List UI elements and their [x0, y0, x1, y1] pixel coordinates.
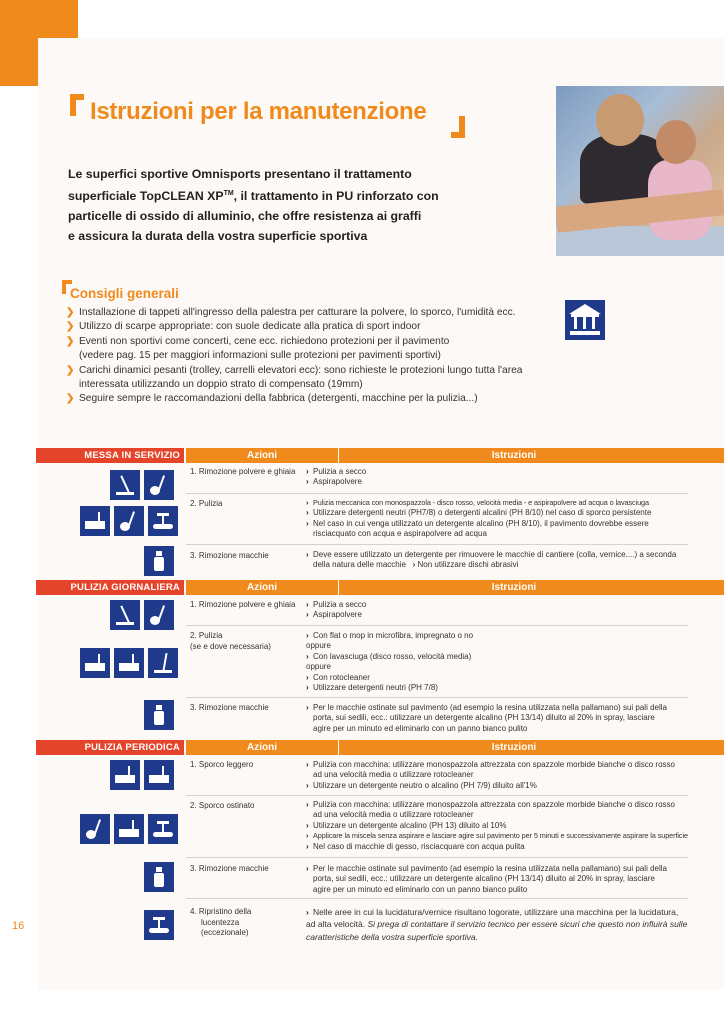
instruction-text: Con flat o mop in microfibra, impregnato o no	[313, 631, 474, 640]
instruction-text: ad una velocità media o utilizzare rotocleaner	[313, 770, 474, 780]
tip-text: Utilizzo di scarpe appropriate: con suole dedicate alla pratica di sport indoor	[79, 321, 421, 333]
arrow-icon: ›	[306, 820, 309, 830]
instruction-text: Nel caso in cui venga utilizzato un detergente alcalino (PH 8/10), il pavimento dovrebbe essere	[313, 518, 649, 528]
instruction-text: ad alta velocità.	[306, 919, 366, 930]
instruction-block	[306, 906, 716, 943]
page-title: Istruzioni per la manutenzione	[90, 98, 427, 125]
row-divider	[186, 625, 688, 626]
row-divider	[186, 697, 688, 698]
arrow-icon: ›	[306, 831, 309, 841]
section-label: PULIZIA PERIODICA	[36, 740, 184, 755]
list-item	[306, 831, 716, 841]
action-text	[190, 631, 306, 652]
arrow-icon: ›	[306, 508, 309, 518]
spray-bottle-icon	[144, 700, 174, 730]
floor-shape	[570, 331, 600, 335]
instruction-block	[306, 631, 716, 693]
instruction-text: ad una velocità media o utilizzare rotocleaner	[313, 810, 474, 820]
list-item	[306, 683, 716, 693]
instruction-text: Con lavasciuga (disco rosso, velocità media)	[313, 651, 472, 661]
scrubber-machine-icon	[144, 760, 174, 790]
arrow-icon: ›	[306, 864, 309, 873]
list-item	[306, 600, 716, 610]
arrow-icon: ›	[306, 610, 309, 620]
instruction-text: Aspirapolvere	[313, 610, 362, 620]
arrow-icon: ›	[306, 467, 309, 476]
list-item	[306, 781, 716, 791]
instruction-block	[306, 600, 716, 621]
arrow-icon: ❯	[66, 335, 75, 347]
arrow-icon: ›	[306, 672, 309, 682]
trademark: TM	[223, 190, 234, 197]
instruction-text: agire per un minuto ed eliminarlo con un panno bianco pulito	[313, 884, 528, 894]
general-advice-title: Consigli generali	[70, 286, 179, 301]
vacuum-icon	[144, 470, 174, 500]
oppure-text: oppure	[306, 641, 331, 651]
instruction-text: Per le macchie ostinate sul pavimento (ad esempio la resina utilizzata nella pallamano) sui pali della	[313, 703, 667, 712]
list-item	[306, 906, 716, 918]
header-divider	[338, 740, 339, 755]
arrow-icon: ›	[306, 498, 309, 507]
instruction-text: porta, sui sedili, ecc.: utilizzare un detergente alcalino (PH 13/14) diluito al 20% in spray, lasciare	[313, 874, 655, 884]
mop-icon	[148, 648, 178, 678]
intro-line	[68, 184, 468, 206]
list-item	[306, 477, 716, 487]
arrow-icon: ›	[306, 800, 309, 809]
arrow-icon: ›	[306, 631, 309, 640]
instruction-text: Deve essere utilizzato un detergente per rimuovere le macchie di cantiere (colla, vernice....) a seconda	[313, 550, 677, 559]
vacuum-icon	[114, 506, 144, 536]
oppure-text: oppure	[306, 662, 331, 672]
roof-shape	[569, 304, 601, 314]
corner-decoration-vertical	[0, 0, 38, 86]
tip-text: interessata utilizzando un doppio strato di compensato (19mm)	[79, 379, 363, 391]
row-divider	[186, 898, 688, 899]
column-header-azioni: Azioni	[186, 448, 338, 463]
list-item	[306, 673, 716, 683]
list-item	[306, 610, 716, 620]
instruction-text: Pulizia con macchina: utilizzare monospazzola attrezzata con spazzole morbide bianche o disco rosso	[313, 800, 675, 809]
arrow-icon: ❯	[66, 321, 75, 333]
instruction-block	[306, 467, 716, 488]
vacuum-icon	[80, 814, 110, 844]
instruction-block	[306, 864, 716, 895]
list-item	[66, 364, 556, 393]
scrubber-machine-icon	[80, 506, 110, 536]
photo-girl-head	[656, 120, 696, 164]
instruction-block	[306, 800, 716, 852]
instruction-text: Applicare la miscela senza aspirare e lasciare agire sul pavimento per 5 minuti e successivamente aspirare la superficie	[313, 831, 688, 841]
scrubber-machine-icon	[110, 760, 140, 790]
list-item	[306, 821, 716, 831]
tip-text: Installazione di tappeti all'ingresso della palestra per catturare la polvere, lo sporco, l'umidità ecc.	[79, 307, 516, 318]
scrubber-machine-icon	[114, 648, 144, 678]
general-tips-list	[66, 306, 556, 407]
row-divider	[186, 857, 688, 858]
instruction-text-italic: Si prega di contattare il servizio tecnico per essere sicuri che questo non influirà sulle	[365, 919, 688, 930]
header-divider	[338, 448, 339, 463]
list-item	[306, 498, 716, 508]
arrow-icon: ›	[306, 651, 309, 661]
row-divider	[186, 544, 688, 545]
intro-line: Le superfici sportive Omnisports presentano il trattamento	[68, 167, 412, 181]
list-item	[306, 864, 716, 895]
action-text: 3. Rimozione macchie	[190, 551, 269, 560]
instruction-block	[306, 703, 716, 734]
action-text	[190, 907, 306, 939]
instruction-text: risciacquato con acqua e aspirapolvere ad acqua	[313, 529, 487, 539]
list-item	[306, 631, 716, 641]
action-line: 2. Pulizia	[190, 631, 223, 640]
arrow-icon: ›	[306, 550, 309, 559]
instruction-text: Non utilizzare dischi abrasivi	[417, 560, 519, 570]
list-item	[306, 760, 716, 781]
instruction-text: Utilizzare detergenti neutri (PH7/8) o detergenti alcalini (PH 8/10) nel caso di sporco persistente	[313, 508, 652, 518]
intro-text: , il trattamento in PU rinforzato con	[233, 189, 439, 204]
section-label: MESSA IN SERVIZIO	[36, 448, 184, 463]
instruction-text: Pulizia a secco	[313, 467, 367, 476]
instruction-text: Per le macchie ostinate sul pavimento (ad esempio la resina utilizzata nella pallamano) sui pali della	[313, 864, 667, 873]
polisher-icon	[144, 910, 174, 940]
title-bracket-left	[70, 94, 84, 116]
list-item	[306, 508, 716, 518]
list-item	[306, 800, 716, 821]
instruction-text: Nel caso di macchie di gesso, risciacquare con acqua pulita	[313, 841, 525, 851]
tip-text: (vedere pag. 15 per maggiori informazioni sulle protezioni per pavimenti sportivi)	[79, 350, 441, 362]
instruction-block	[306, 550, 716, 571]
instruction-text: Aspirapolvere	[313, 477, 362, 487]
section-label: PULIZIA GIORNALIERA	[36, 580, 184, 595]
column-header-istruzioni: Istruzioni	[304, 580, 724, 595]
action-text: 1. Rimozione polvere e ghiaia	[190, 467, 296, 476]
sports-hall-icon	[565, 300, 605, 340]
action-line: lucentezza	[201, 917, 240, 927]
instruction-text: Pulizia a secco	[313, 600, 367, 609]
arrow-icon: ›	[306, 907, 309, 917]
intro-paragraph	[68, 164, 468, 246]
row-divider	[186, 795, 688, 796]
column-header-istruzioni: Istruzioni	[304, 740, 724, 755]
list-item	[66, 335, 556, 364]
instruction-text: Utilizzare detergenti neutri (PH 7/8)	[313, 683, 438, 693]
arrow-icon: ❯	[66, 364, 75, 376]
action-text: 3. Rimozione macchie	[190, 864, 269, 873]
instruction-text: Nelle aree in cui la lucidatura/vernice risultano logorate, utilizzare una macchina per la lucidatura,	[313, 907, 679, 917]
action-text: 2. Pulizia	[190, 499, 223, 508]
action-line: (se e dove necessaria)	[190, 641, 271, 651]
list-item	[66, 320, 556, 334]
photo-woman-head	[596, 94, 644, 146]
instruction-text: Utilizzare un detergente alcalino (PH 13) diluito al 10%	[313, 820, 507, 830]
arrow-icon: ›	[306, 780, 309, 790]
intro-line: particelle di ossido di alluminio, che offre resistenza ai graffi	[68, 209, 422, 224]
vacuum-icon	[144, 600, 174, 630]
column-shape	[574, 317, 577, 329]
single-disc-machine-icon	[148, 814, 178, 844]
title-bracket-right	[451, 116, 465, 138]
instruction-text: Con rotocleaner	[313, 672, 370, 682]
instruction-text: agire per un minuto ed eliminarlo con un panno bianco pulito	[313, 723, 528, 733]
list-item	[306, 467, 716, 477]
action-text: 2. Sporco ostinato	[190, 801, 255, 810]
list-item	[66, 392, 556, 406]
instruction-block	[306, 498, 716, 540]
scrubber-machine-icon	[80, 648, 110, 678]
column-shape	[592, 317, 595, 329]
spray-bottle-icon	[144, 862, 174, 892]
arrow-icon: ›	[306, 760, 309, 769]
header-divider	[338, 580, 339, 595]
column-header-azioni: Azioni	[186, 740, 338, 755]
tip-text: Eventi non sportivi come concerti, cene ecc. richiedono protezioni per il pavimento	[79, 335, 450, 347]
instruction-text: porta, sui sedili, ecc.: utilizzare un detergente alcalino (PH 13/14) diluito al 20% in spray, lasciare	[313, 713, 655, 723]
list-item	[306, 550, 716, 571]
row-divider	[186, 493, 688, 494]
intro-text: superficiale TopCLEAN XP	[68, 189, 224, 204]
column-header-azioni: Azioni	[186, 580, 338, 595]
instruction-text: Pulizia con macchina: utilizzare monospazzola attrezzata con spazzole morbide bianche o disco rosso	[313, 760, 675, 769]
arrow-icon: ›	[306, 683, 309, 693]
page-number: 16	[12, 920, 25, 932]
arrow-icon: ›	[412, 560, 416, 570]
single-disc-machine-icon	[148, 506, 178, 536]
list-item	[306, 703, 716, 734]
intro-line: e assicura la durata della vostra superficie sportiva	[68, 229, 368, 244]
arrow-icon: ›	[306, 703, 309, 712]
arrow-icon: ›	[306, 841, 309, 851]
arrow-icon: ›	[306, 518, 309, 528]
tip-text: Carichi dinamici pesanti (trolley, carrelli elevatori ecc): sono richieste le protezioni lungo tutta l'area	[79, 364, 523, 376]
action-line: 4. Ripristino della	[190, 907, 252, 916]
list-item	[306, 652, 716, 662]
tip-text: Seguire sempre le raccomandazioni della fabbrica (detergenti, macchine per la pulizia...)	[79, 393, 478, 405]
action-text: 1. Rimozione polvere e ghiaia	[190, 600, 296, 609]
action-text: 1. Sporco leggero	[190, 760, 254, 769]
broom-icon	[110, 470, 140, 500]
arrow-icon: ❯	[66, 307, 75, 318]
scrubber-machine-icon	[114, 814, 144, 844]
list-item	[306, 519, 716, 540]
instruction-text: Utilizzare un detergente neutro o alcalino (PH 7/9) diluito all'1%	[313, 780, 537, 790]
title-block	[70, 94, 465, 138]
instruction-text-italic: caratteristiche della vostra superficie sportiva.	[306, 931, 478, 942]
arrow-icon: ›	[306, 600, 309, 609]
instruction-block	[306, 760, 716, 791]
list-item	[66, 306, 556, 320]
instruction-text: Pulizia meccanica con monospazzola - disco rosso, velocità media - e aspirapolvere ad acqua o lavasciuga	[313, 498, 649, 507]
arrow-icon: ›	[306, 477, 309, 487]
action-line: (eccezionale)	[201, 928, 249, 937]
spray-bottle-icon	[144, 546, 174, 576]
instruction-line	[306, 918, 716, 930]
action-text: 3. Rimozione macchie	[190, 703, 269, 712]
list-item	[306, 842, 716, 852]
family-photo	[556, 86, 724, 256]
broom-icon	[110, 600, 140, 630]
column-header-istruzioni: Istruzioni	[304, 448, 724, 463]
instruction-text: della natura delle macchie	[313, 560, 406, 570]
arrow-icon: ❯	[66, 393, 75, 405]
column-shape	[583, 317, 586, 329]
